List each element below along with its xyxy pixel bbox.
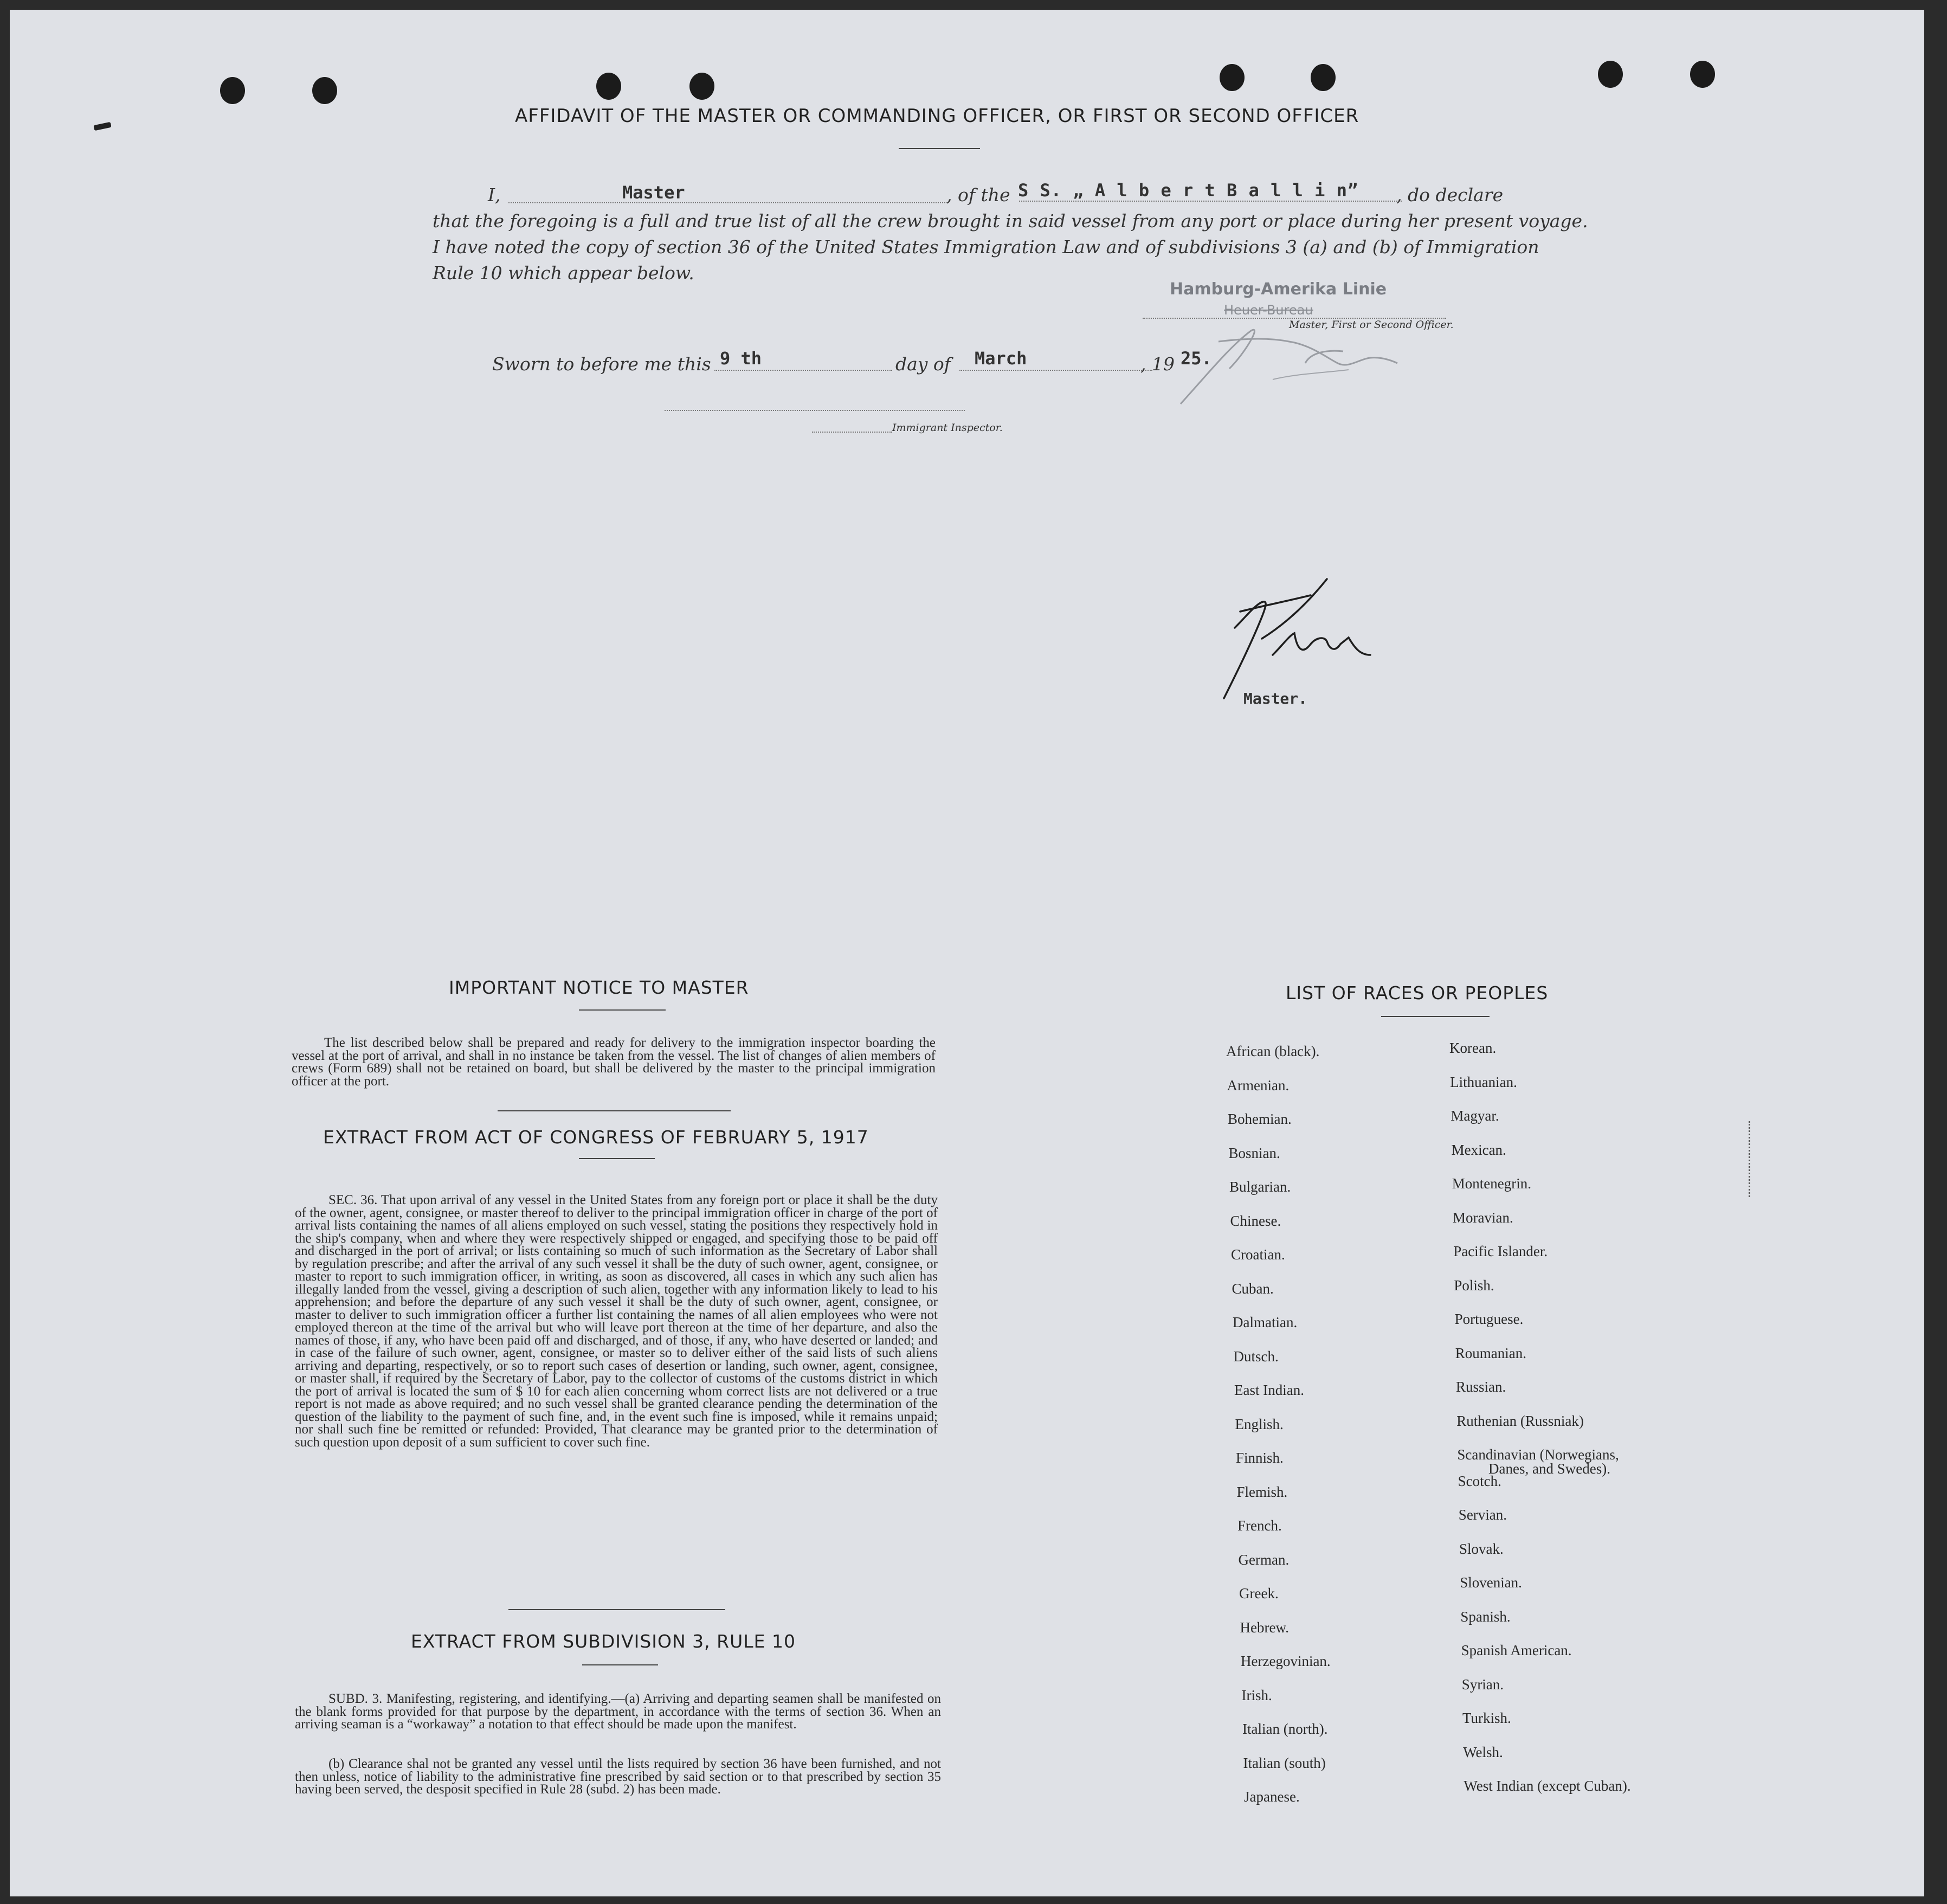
affidavit-line-2: that the foregoing is a full and true list of all the crew brought in said vessel from any port or place during her present voyage. bbox=[433, 210, 1588, 231]
race-list-item: Servian. bbox=[1458, 1507, 1507, 1523]
race-list-item: Korean. bbox=[1449, 1040, 1497, 1056]
act-extract-divider bbox=[579, 1158, 655, 1159]
master-name-value: Master bbox=[622, 182, 685, 203]
punch-hole bbox=[1220, 64, 1245, 91]
race-list-item: Irish. bbox=[1241, 1687, 1272, 1703]
name-underline bbox=[508, 202, 947, 203]
race-list-item: Slovak. bbox=[1459, 1540, 1504, 1557]
notice-bottom-divider bbox=[498, 1110, 731, 1111]
day-of-label: day of bbox=[895, 353, 951, 375]
of-the-label: , of the bbox=[946, 184, 1010, 205]
affidavit-line-3: I have noted the copy of section 36 of the United States Immigration Law and of subdivisions 3 (a) and (b) of Immigration bbox=[433, 236, 1539, 258]
punch-hole bbox=[1690, 61, 1715, 88]
rule-extract-divider bbox=[582, 1664, 658, 1665]
race-list-item: Greek. bbox=[1239, 1585, 1279, 1601]
race-list-item: Armenian. bbox=[1227, 1077, 1290, 1093]
act-extract-bottom-divider bbox=[508, 1609, 725, 1610]
race-list-item: Turkish. bbox=[1462, 1710, 1511, 1726]
sworn-day-underline bbox=[714, 370, 892, 371]
affidavit-i-label: I, bbox=[488, 184, 501, 205]
race-list-item: Portuguese. bbox=[1454, 1311, 1524, 1327]
race-list-item: Scandinavian (Norwegians, bbox=[1457, 1446, 1619, 1463]
document-page bbox=[10, 10, 1924, 1896]
ink-mark bbox=[93, 122, 111, 131]
rule-extract-para-a: SUBD. 3. Manifesting, registering, and identifying.—(a) Arriving and departing seamen shall be manifested on the blank forms provided for that purpose by the department, in accordance with the terms of section 36. When an arriving seaman is a “workaway” a notation to that effect should be made upon the manifest. bbox=[295, 1691, 941, 1732]
sworn-day-value: 9 th bbox=[720, 348, 762, 369]
races-divider bbox=[1381, 1016, 1490, 1017]
punch-hole bbox=[596, 73, 621, 100]
race-list-item: Mexican. bbox=[1451, 1141, 1506, 1158]
affidavit-line-4: Rule 10 which appear below. bbox=[433, 262, 694, 284]
notice-title: IMPORTANT NOTICE TO MASTER bbox=[449, 977, 749, 998]
races-title: LIST OF RACES OR PEOPLES bbox=[1286, 982, 1549, 1004]
race-list-item: Ruthenian (Russniak) bbox=[1456, 1412, 1584, 1429]
punch-hole bbox=[1598, 61, 1623, 88]
race-list-item: Bulgarian. bbox=[1229, 1179, 1291, 1195]
race-list-item: Spanish American. bbox=[1461, 1642, 1572, 1658]
do-declare-label: , do declare bbox=[1396, 184, 1504, 205]
race-list-item: African (black). bbox=[1226, 1043, 1320, 1059]
punch-hole bbox=[312, 77, 337, 104]
race-list-item: Slovenian. bbox=[1460, 1574, 1522, 1591]
race-list-item: Syrian. bbox=[1461, 1676, 1504, 1693]
sworn-label: Sworn to before me this bbox=[492, 353, 711, 375]
race-scandinavian-continuation: Danes, and Swedes). bbox=[1488, 1461, 1610, 1477]
race-list-item: English. bbox=[1235, 1416, 1284, 1432]
affidavit-title: AFFIDAVIT OF THE MASTER OR COMMANDING OFFICER, OR FIRST OR SECOND OFFICER bbox=[515, 105, 1359, 127]
act-extract-title: EXTRACT FROM ACT OF CONGRESS OF FEBRUARY 5, 1917 bbox=[323, 1127, 869, 1148]
race-list-item: Herzegovinian. bbox=[1241, 1653, 1331, 1669]
race-list-item: Russian. bbox=[1456, 1379, 1506, 1395]
race-list-item: Dutsch. bbox=[1233, 1348, 1279, 1365]
act-extract-text: SEC. 36. That upon arrival of any vessel in the United States from any foreign port or place it shall be the duty of the owner, agent, consignee, or master thereof to deliver to the principal immigration officer in charge of the port of arrival lists containing the names of all aliens employed on such vessel, stating the positions they respectively hold in the ship's company, when and where they were respectively shipped or engaged, and specifying those to be paid off and discharged in the port of arrival; or lists containing so much of such information as the Secretary of Labor shall by regulation prescribe; and after the arrival of any such vessel it shall be the duty of such owner, agent, consignee, or master to report to such immigration officer, in writing, as soon as discovered, all cases in which any such alien has illegally landed from the vessel, giving a description of such alien, together with any information likely to lead to his apprehension; and before the departure of any such vessel it shall be the duty of such owner, agent, consignee, or master to deliver to such immigration officer a further list containing the names of all alien employees who were not employed thereon at the time of the arrival but who will leave port thereon at the time of her departure, and also the names of those, if any, who have been paid off and discharged, and of those, if any, who have deserted or landed; and in case of the failure of such owner, agent, consignee, or master so to deliver either of the said lists of such aliens arriving and departing, respectively, or so to report such cases of desertion or landing, such owner, agent, consignee, or master shall, if required by the Secretary of Labor, pay to the collector of customs of the customs district in which the port of arrival is located the sum of $ 10 for each alien concerning whom correct lists are not delivered or a true report is not made as above required; and no such vessel shall be granted clearance pending the determination of the question of the liability to the payment of such fine, and, in the event such fine is imposed, while it remains unpaid; nor shall such fine be remitted or refunded: Provided, That clearance may be granted prior to the determination of such question upon deposit of a sum sufficient to cover such fine. bbox=[295, 1193, 938, 1450]
race-list-item: East Indian. bbox=[1234, 1382, 1304, 1398]
race-list-item: German. bbox=[1238, 1551, 1290, 1568]
ship-underline bbox=[1019, 201, 1402, 202]
title-divider bbox=[899, 148, 980, 149]
race-list-item: Japanese. bbox=[1244, 1789, 1300, 1805]
ship-name-value: S S. „ A l b e r t B a l l i n” bbox=[1018, 180, 1359, 201]
sworn-month-underline bbox=[959, 370, 1152, 371]
race-list-item: Montenegrin. bbox=[1452, 1175, 1532, 1192]
race-list-item: Pacific Islander. bbox=[1453, 1243, 1548, 1259]
race-list-item: Lithuanian. bbox=[1450, 1073, 1517, 1090]
race-list-item: Scotch. bbox=[1458, 1472, 1501, 1489]
race-list-item: Bohemian. bbox=[1228, 1111, 1292, 1127]
company-stamp: Hamburg-Amerika Linie bbox=[1170, 280, 1387, 299]
race-list-item: Chinese. bbox=[1230, 1212, 1281, 1229]
race-list-item: Polish. bbox=[1454, 1277, 1494, 1294]
notice-text: The list described below shall be prepared and ready for delivery to the immigration inspector boarding the vessel at the port of arrival, and shall in no instance be taken from the vessel. The list of changes of alien members of crews (Form 689) shall not be retained on board, but shall be delivered by the master to the principal immigration officer at the port. bbox=[292, 1035, 936, 1089]
race-list-item: Dalmatian. bbox=[1233, 1314, 1298, 1330]
race-list-item: Bosnian. bbox=[1228, 1144, 1280, 1161]
race-list-item: Cuban. bbox=[1232, 1280, 1274, 1297]
year-prefix: , 19 bbox=[1140, 353, 1175, 375]
inspector-caption: Immigrant Inspector. bbox=[892, 422, 1003, 434]
race-list-item: Flemish. bbox=[1236, 1483, 1288, 1500]
race-list-item: Moravian. bbox=[1453, 1209, 1513, 1226]
sworn-month-value: March bbox=[975, 348, 1027, 369]
race-list-item: West Indian (except Cuban). bbox=[1464, 1778, 1631, 1794]
race-list-item: Italian (north). bbox=[1242, 1721, 1328, 1737]
rule-extract-title: EXTRACT FROM SUBDIVISION 3, RULE 10 bbox=[411, 1631, 796, 1652]
rule-extract-para-b: (b) Clearance shal not be granted any vessel until the lists required by section 36 have been furnished, and not then unless, notice of liability to the administrative fine prescribed by said section or to that prescribed by section 35 having been served, the desposit specified in Rule 28 (subd. 2) has been made. bbox=[295, 1757, 941, 1797]
race-list-item: Roumanian. bbox=[1455, 1345, 1527, 1361]
punch-hole bbox=[689, 73, 714, 100]
year-value: 25. bbox=[1181, 348, 1212, 369]
race-list-item: Welsh. bbox=[1463, 1744, 1503, 1760]
race-list-item: Magyar. bbox=[1450, 1108, 1499, 1124]
inspector-signature-line bbox=[665, 410, 965, 411]
inspector-caption-dots bbox=[812, 432, 892, 433]
race-list-item: French. bbox=[1237, 1517, 1282, 1534]
race-list-item: Hebrew. bbox=[1240, 1619, 1289, 1636]
officer-caption: Master, First or Second Officer. bbox=[1289, 319, 1454, 331]
margin-mark bbox=[1749, 1121, 1750, 1197]
race-list-item: Finnish. bbox=[1236, 1450, 1284, 1466]
master-label: Master. bbox=[1243, 690, 1308, 707]
race-list-item: Croatian. bbox=[1231, 1246, 1285, 1263]
notice-divider bbox=[579, 1009, 666, 1011]
race-list-item: Italian (south) bbox=[1243, 1754, 1326, 1771]
punch-hole bbox=[1311, 64, 1336, 91]
race-list-item: Spanish. bbox=[1460, 1608, 1511, 1625]
punch-hole bbox=[220, 77, 245, 104]
company-stamp-subline: Heuer-Bureau bbox=[1224, 303, 1313, 318]
